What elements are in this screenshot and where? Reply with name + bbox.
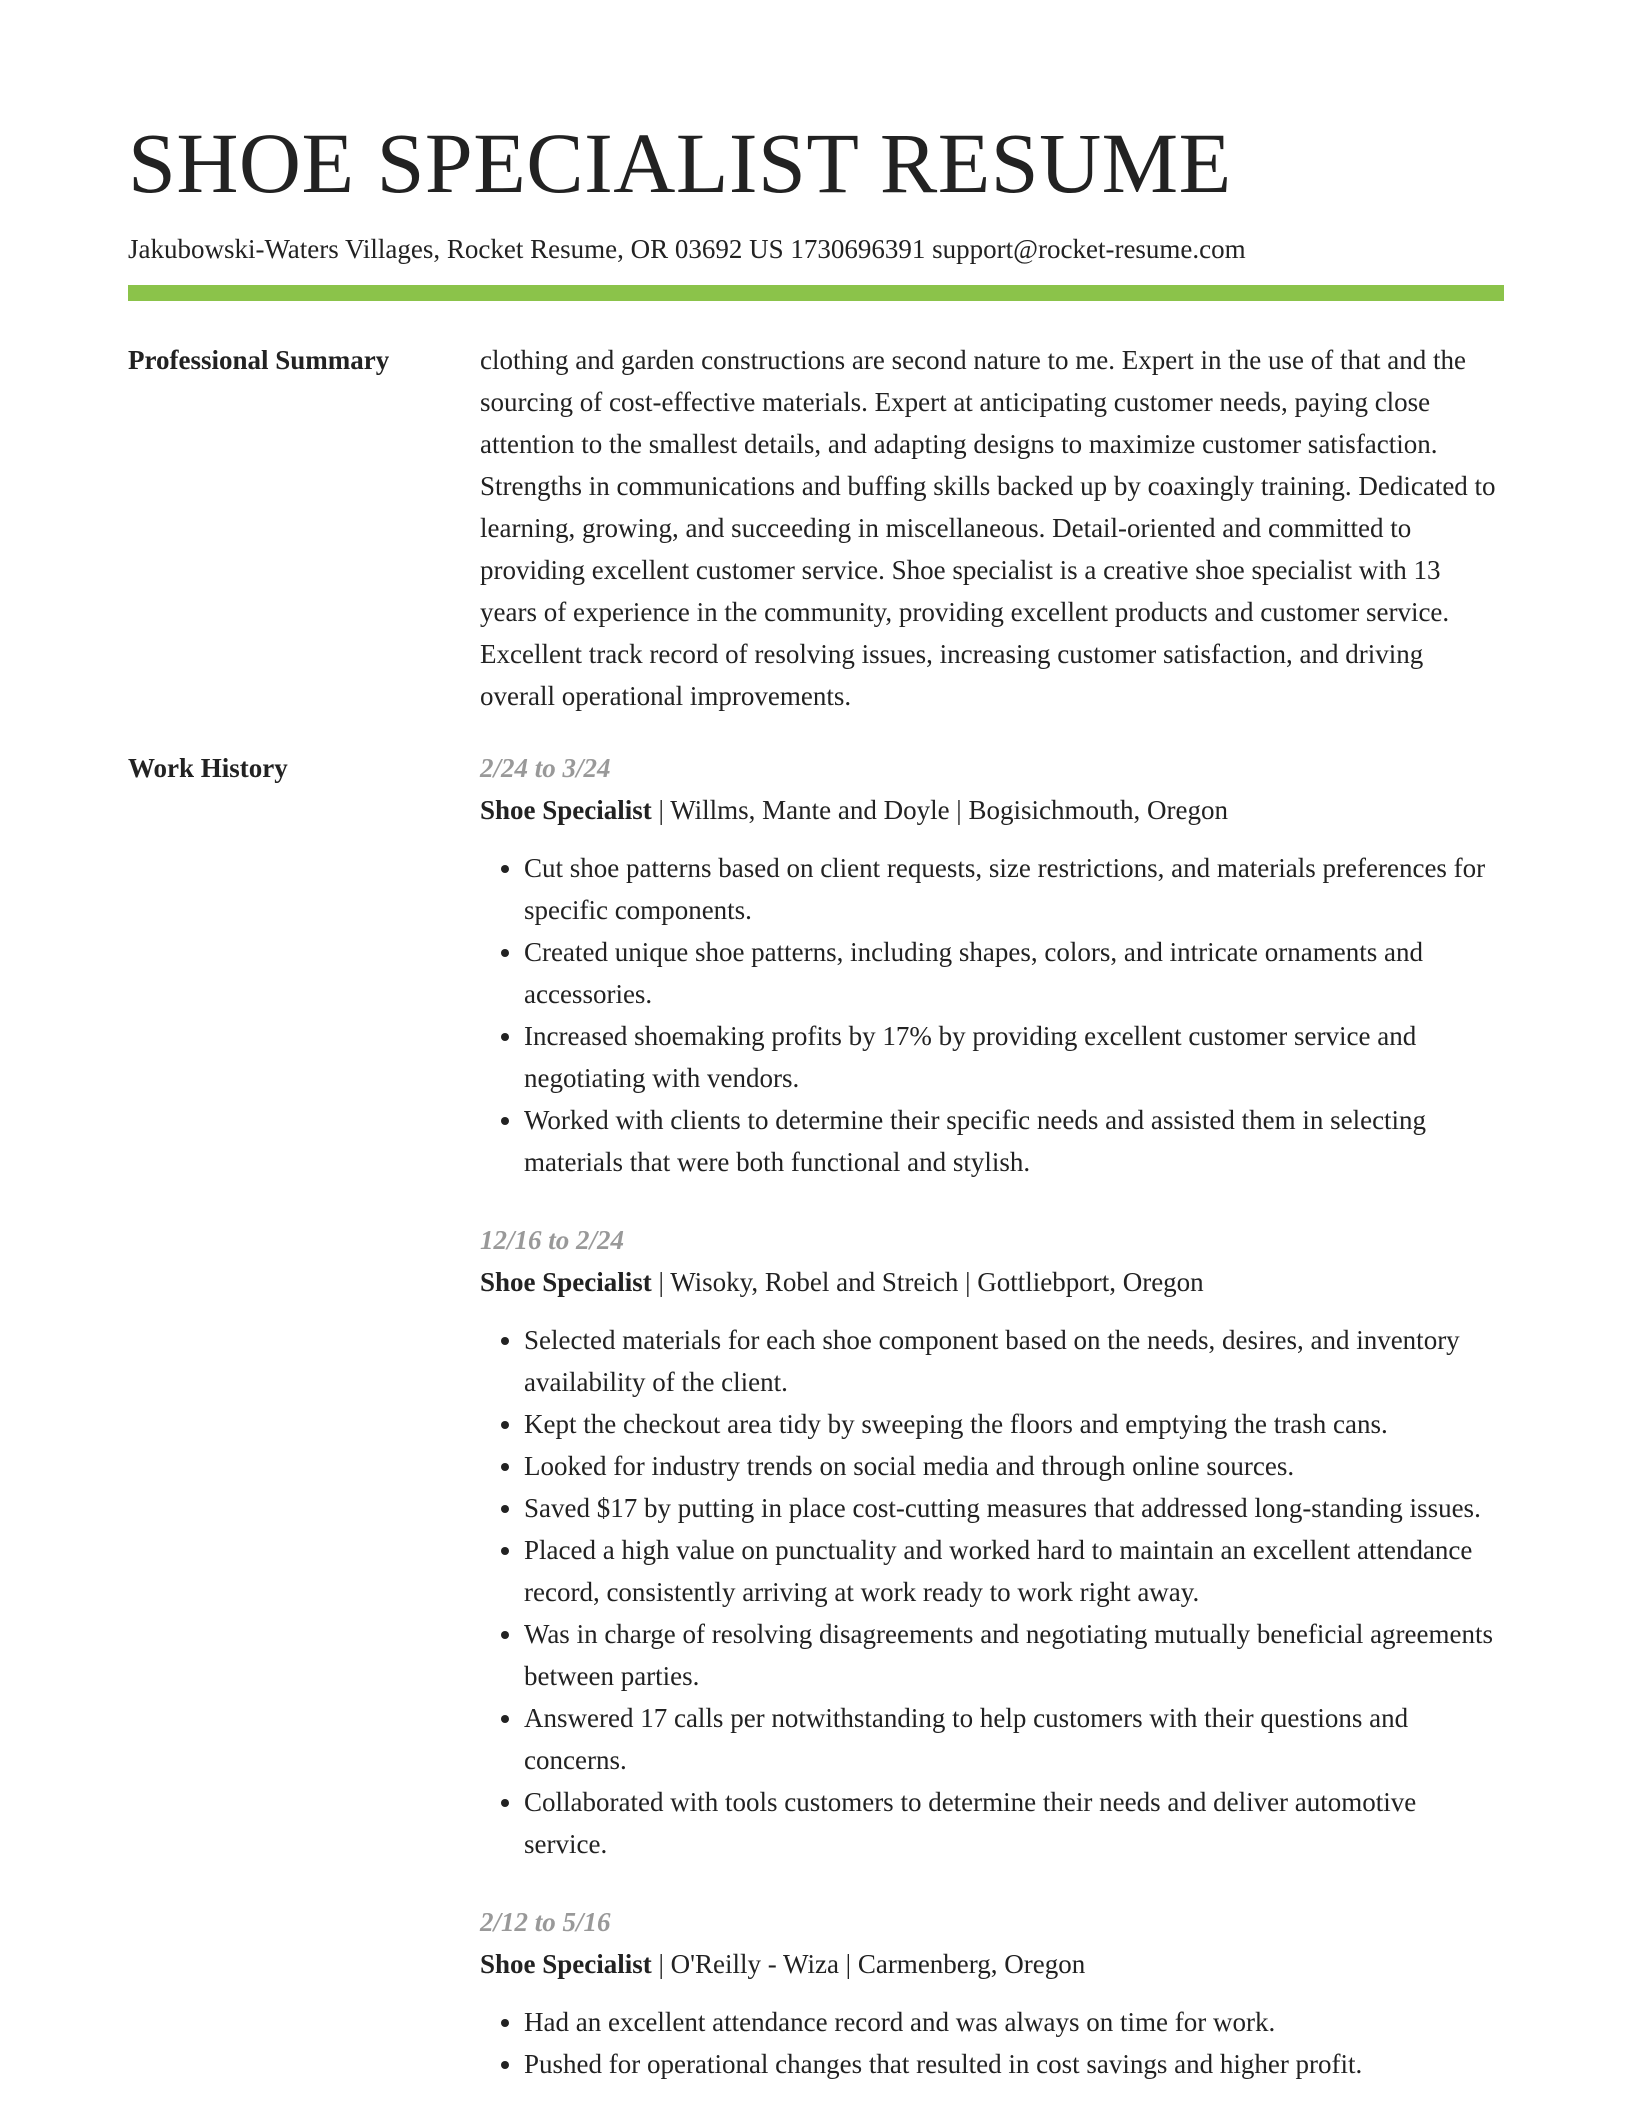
job-bullet: • Selected materials for each shoe component based on the needs, desires, and inventory availability of the client. <box>524 1319 1504 1403</box>
job-heading <box>480 789 1504 831</box>
job-bullets <box>480 2001 1504 2085</box>
job-bullets <box>480 1319 1504 1865</box>
summary-text: clothing and garden constructions are second nature to me. Expert in the use of that and the sourcing of cost-effective materials. Expert at anticipating customer needs, paying close attention to the smallest details, and adapting designs to maximize customer satisfaction. Strengths in communications and buffing skills backed up by coaxingly training. Dedicated to learning, growing, and succeeding in miscellaneous. Detail-oriented and committed to providing excellent customer service. Shoe specialist is a creative shoe specialist with 13 years of experience in the community, providing excellent products and customer service. Excellent track record of resolving issues, increasing customer satisfaction, and driving overall operational improvements. <box>480 345 1496 712</box>
job-entry <box>480 1901 1504 2085</box>
job-bullets <box>480 847 1504 1183</box>
job-entry <box>480 1219 1504 1865</box>
work-history-section <box>128 747 1504 2121</box>
resume-page <box>128 115 1504 2121</box>
job-dates: 2/12 to 5/16 <box>480 1907 611 1938</box>
job-role: Shoe Specialist <box>480 1949 652 1980</box>
job-heading <box>480 1261 1504 1303</box>
job-bullet: • Kept the checkout area tidy by sweeping the floors and emptying the trash cans. <box>524 1403 1504 1445</box>
job-bullet: • Placed a high value on punctuality and worked hard to maintain an excellent attendance record, consistently arriving at work ready to work right away. <box>524 1529 1504 1613</box>
page-title: SHOE SPECIALIST RESUME <box>128 115 1232 211</box>
job-role: Shoe Specialist <box>480 795 652 826</box>
accent-divider <box>128 285 1504 301</box>
job-details: | Willms, Mante and Doyle | Bogisichmouth, Oregon <box>651 795 1228 826</box>
job-bullet: • Was in charge of resolving disagreements and negotiating mutually beneficial agreements between parties. <box>524 1613 1504 1697</box>
summary-section <box>128 339 1504 717</box>
job-bullet: • Created unique shoe patterns, including shapes, colors, and intricate ornaments and accessories. <box>524 931 1504 1015</box>
job-bullet: • Increased shoemaking profits by 17% by providing excellent customer service and negotiating with vendors. <box>524 1015 1504 1099</box>
job-bullet: • Answered 17 calls per notwithstanding to help customers with their questions and concerns. <box>524 1697 1504 1781</box>
job-entry <box>480 747 1504 1183</box>
job-bullet: • Cut shoe patterns based on client requests, size restrictions, and materials preferences for specific components. <box>524 847 1504 931</box>
job-bullet: • Had an excellent attendance record and was always on time for work. <box>524 2001 1504 2043</box>
work-history-body <box>480 747 1504 2121</box>
job-dates: 2/24 to 3/24 <box>480 753 611 784</box>
job-dates: 12/16 to 2/24 <box>480 1225 625 1256</box>
job-bullet: • Saved $17 by putting in place cost-cutting measures that addressed long-standing issues. <box>524 1487 1504 1529</box>
job-details: | O'Reilly - Wiza | Carmenberg, Oregon <box>651 1949 1086 1980</box>
job-bullet: • Collaborated with tools customers to determine their needs and deliver automotive service. <box>524 1781 1504 1865</box>
job-bullet: • Pushed for operational changes that resulted in cost savings and higher profit. <box>524 2043 1504 2085</box>
job-bullet: • Worked with clients to determine their specific needs and assisted them in selecting materials that were both functional and stylish. <box>524 1099 1504 1183</box>
summary-body <box>480 339 1504 717</box>
job-role: Shoe Specialist <box>480 1267 652 1298</box>
job-bullet: • Looked for industry trends on social media and through online sources. <box>524 1445 1504 1487</box>
work-history-label: Work History <box>128 753 288 784</box>
job-details: | Wisoky, Robel and Streich | Gottliebport, Oregon <box>651 1267 1204 1298</box>
job-heading <box>480 1943 1504 1985</box>
contact-line: Jakubowski-Waters Villages, Rocket Resume, OR 03692 US 1730696391 support@rocket-resume.com <box>128 234 1246 265</box>
summary-label: Professional Summary <box>128 345 390 376</box>
